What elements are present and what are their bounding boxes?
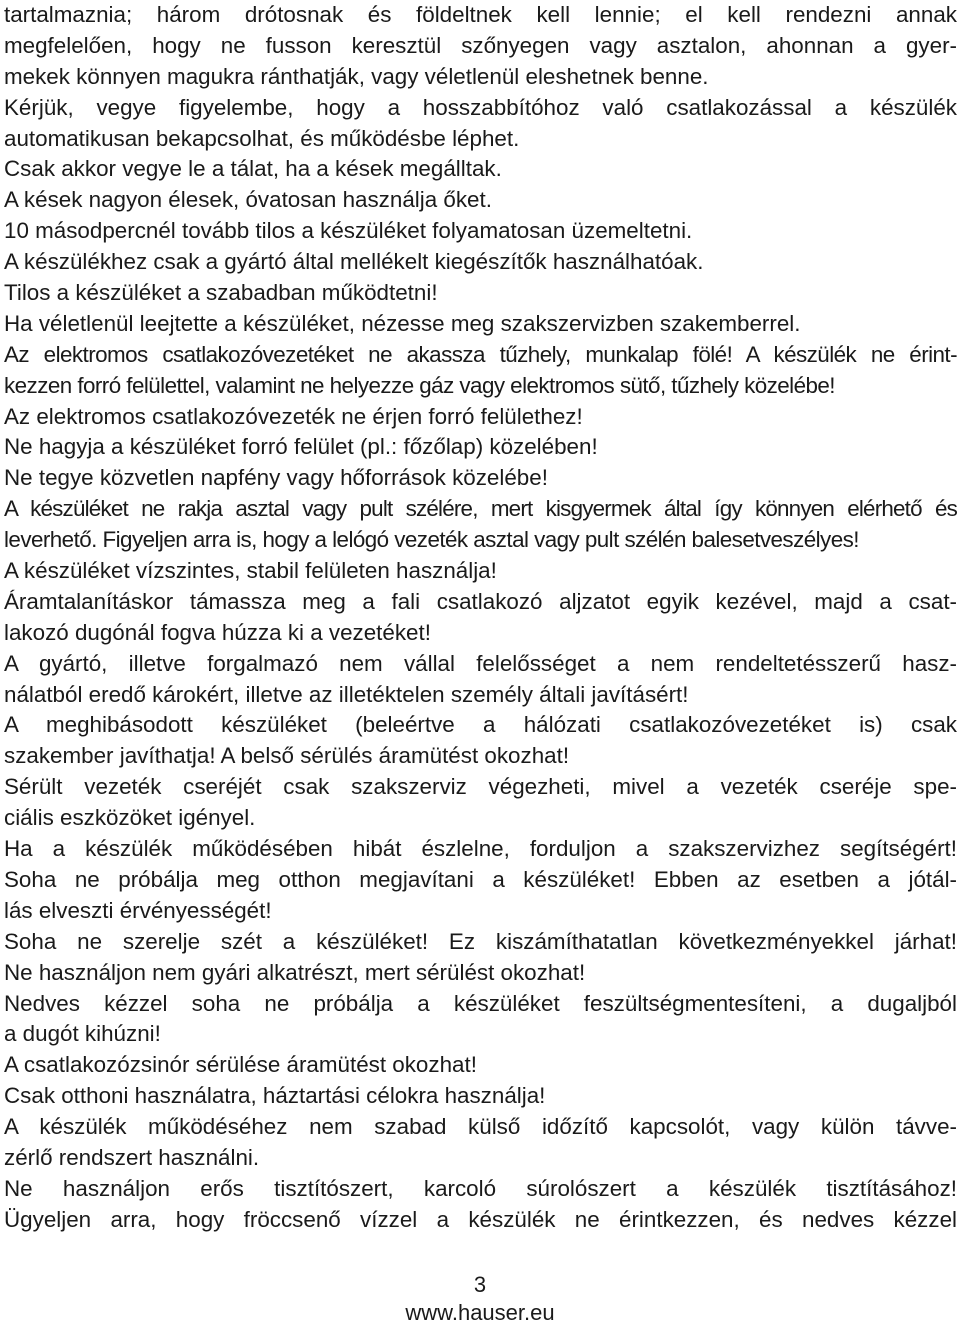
text-line-38: zérlő rendszert használni. xyxy=(4,1144,260,1170)
text-line-25: szakember javíthatja! A belső sérülés áramütést okozhat! xyxy=(4,743,570,769)
text-line-1: tartalmaznia; három drótosnak és földeltnek kell lennie; el kell rendezni annak xyxy=(4,2,957,27)
text-line-7: A kések nagyon élesek, óvatosan használja őket. xyxy=(4,187,492,213)
text-line-40: Ügyeljen arra, hogy fröccsenő vízzel a készülék ne érintkezzen, és nedves kézzel xyxy=(4,1206,957,1232)
text-line-18: leverhető. Figyeljen arra is, hogy a lelógó vezeték asztal vagy pult szélén balesetveszélyes! xyxy=(4,527,859,553)
text-line-20: Áramtalanításkor támassza meg a fali csatlakozó aljzatot egyik kezével, majd a csat- xyxy=(4,588,957,614)
text-line-36: Csak otthoni használatra, háztartási célokra használja! xyxy=(4,1083,546,1109)
text-line-21: lakozó dugónál fogva húzza ki a vezetéket! xyxy=(4,619,431,645)
text-line-4: Kérjük, vegye figyelembe, hogy a hosszabbítóhoz való csatlakozással a készülék xyxy=(4,94,957,120)
text-line-33: Nedves kézzel soha ne próbálja a készüléket feszültségmentesíteni, a dugaljból xyxy=(4,990,957,1016)
text-line-11: Ha véletlenül leejtette a készüléket, nézesse meg szakszervizben szakemberrel. xyxy=(4,310,801,336)
text-line-22: A gyártó, illetve forgalmazó nem vállal felelősséget a nem rendeltetésszerű hasz- xyxy=(4,650,957,676)
text-line-39: Ne használjon erős tisztítószert, karcoló súrolószert a készülék tisztításához! xyxy=(4,1175,957,1201)
text-line-12: Az elektromos csatlakozóvezetéket ne akassza tűzhely, munkalap fölé! A készülék ne érint- xyxy=(4,341,957,367)
text-line-32: Ne használjon nem gyári alkatrészt, mert sérülést okozhat! xyxy=(4,959,586,985)
text-line-30: lás elveszti érvényességét! xyxy=(4,897,272,923)
text-line-10: Tilos a készüléket a szabadban működtetni! xyxy=(4,280,438,306)
text-line-15: Ne hagyja a készüléket forró felület (pl.: főzőlap) közelében! xyxy=(4,434,598,460)
text-line-14: Az elektromos csatlakozóvezeték ne érjen forró felülethez! xyxy=(4,403,583,429)
text-line-6: Csak akkor vegye le a tálat, ha a kések megálltak. xyxy=(4,156,502,182)
text-line-35: A csatlakozózsinór sérülése áramütést okozhat! xyxy=(4,1052,477,1078)
document-body xyxy=(4,0,957,1236)
text-line-8: 10 másodpercnél tovább tilos a készüléket folyamatosan üzemeltetni. xyxy=(4,218,693,244)
text-line-13: kezzen forró felülettel, valamint ne helyezze gáz vagy elektromos sütő, tűzhely közelébe! xyxy=(4,372,835,398)
text-line-34: a dugót kihúzni! xyxy=(4,1021,161,1047)
text-line-5: automatikusan bekapcsolhat, és működésbe léphet. xyxy=(4,125,520,151)
text-line-19: A készüléket vízszintes, stabil felületen használja! xyxy=(4,558,497,584)
text-line-26: Sérült vezeték cseréjét csak szakszerviz végezheti, mivel a vezeték cseréje spe- xyxy=(4,774,957,800)
text-line-29: Soha ne próbálja meg otthon megjavítani a készüléket! Ebben az esetben a jótál- xyxy=(4,866,957,892)
text-line-31: Soha ne szerelje szét a készüléket! Ez kiszámíthatatlan következményekkel járhat! xyxy=(4,928,957,954)
text-line-16: Ne tegye közvetlen napfény vagy hőforrások közelébe! xyxy=(4,465,548,491)
text-line-3: mekek könnyen magukra ránthatják, vagy véletlenül eleshetnek benne. xyxy=(4,63,709,89)
text-line-9: A készülékhez csak a gyártó által mellékelt kiegészítők használhatóak. xyxy=(4,249,704,275)
text-line-2: megfelelően, hogy ne fusson keresztül szőnyegen vagy asztalon, ahonnan a gyer- xyxy=(4,32,957,58)
text-line-24: A meghibásodott készüléket (beleértve a hálózati csatlakozóvezetéket is) csak xyxy=(4,712,957,738)
text-line-27: ciális eszközöket igényel. xyxy=(4,805,256,831)
text-line-23: nálatból eredő károkért, illetve az illetéktelen személy általi javításért! xyxy=(4,681,689,707)
text-line-28: Ha a készülék működésében hibát észlelne, forduljon a szakszervizhez segítségért! xyxy=(4,836,957,862)
text-line-17: A készüléket ne rakja asztal vagy pult szélére, mert kisgyermek által így könnyen elérhető és xyxy=(4,496,957,522)
page-number: 3 xyxy=(473,1272,487,1297)
text-line-37: A készülék működéséhez nem szabad külső időzítő kapcsolót, vagy külön távve- xyxy=(4,1114,957,1140)
footer-url: www.hauser.eu xyxy=(405,1300,555,1325)
